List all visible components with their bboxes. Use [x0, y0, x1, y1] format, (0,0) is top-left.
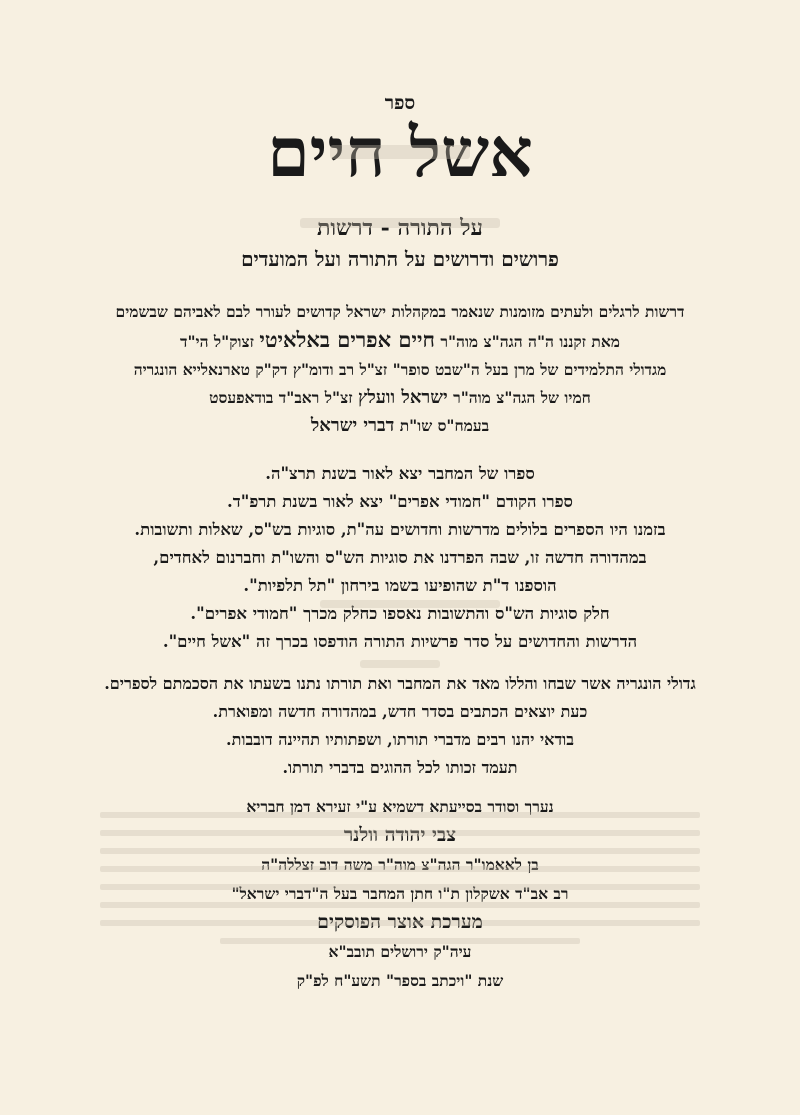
intro-line-4-prefix: חמיו של הגה"צ מוה"ר — [453, 388, 591, 407]
history-line: הדרשות והחדושים על סדר פרשיות התורה הודפסו בכרך זה "אשל חיים". — [162, 632, 638, 651]
publication-place: עיה"ק ירושלים תובב"א — [328, 942, 472, 961]
approbation-line: כעת יוצאים הכתבים בסדר חדש, במהדורה חדשה ומפוארת. — [212, 702, 588, 721]
book-title: אשל חיים — [267, 113, 533, 193]
intro-line-4 — [40, 384, 760, 412]
intro-block — [40, 298, 760, 440]
intro-line-4-suffix: זצ"ל ראב"ד בודאפעסט — [209, 388, 353, 407]
son-in-law-name: ישראל וועלץ — [357, 387, 448, 408]
history-block — [40, 460, 760, 656]
intro-line-5-prefix: בעמח"ס שו"ת — [399, 416, 490, 435]
intro-line-2 — [40, 326, 760, 356]
history-line: ספרו של המחבר יצא לאור בשנת תרצ"ה. — [265, 464, 535, 483]
intro-line-3: מגדולי התלמידים של מרן בעל ה"שבט סופר" זצ"ל רב ודומ"ץ דק"ק טארנאלייא הונגריה — [133, 360, 667, 379]
editor-line-4: רב אב"ד אשקלון ת"ו חתן המחבר בעל ה"דברי ישראל" — [231, 884, 569, 903]
history-line: במהדורה חדשה זו, שבה הפרדנו את סוגיות הש"ס והשו"ת וחברנום לאחדים, — [153, 548, 647, 567]
editor-block — [40, 792, 760, 995]
intro-line-2-suffix: זצוק"ל הי"ד — [179, 332, 254, 351]
subtitle-secondary: פרושים ודרושים על התורה ועל המועדים — [241, 247, 559, 271]
publication-year: שנת "ויכתב בספר" תשע"ח לפ"ק — [296, 971, 504, 990]
author-name: חיים אפרים באלאיטי — [259, 327, 435, 352]
work-name: דברי ישראל — [310, 415, 395, 436]
subtitle-primary: על התורה - דרשות — [316, 215, 484, 241]
editor-line-1: נערך וסודר בסייעתא דשמיא ע"י זעירא דמן חבריא — [246, 797, 554, 816]
approbation-block — [40, 670, 760, 782]
history-line: בזמנו היו הספרים בלולים מדרשות וחדושים עה"ת, סוגיות בש"ס, שאלות ותשובות. — [134, 520, 666, 539]
history-line: חלק סוגיות הש"ס והתשובות נאספו כחלק מכרך "חמודי אפרים". — [190, 604, 610, 623]
approbation-line: בודאי יהנו רבים מדברי תורתו, ושפתותיו תהיינה דובבות. — [226, 730, 574, 749]
sefer-label: ספר — [384, 92, 416, 114]
intro-line-2-prefix: מאת זקננו ה"ה הגה"צ מוה"ר — [440, 332, 620, 351]
approbation-line: תעמד זכותו לכל ההוגים בדברי תורתו. — [282, 758, 518, 777]
publisher-name: מערכת אוצר הפוסקים — [317, 911, 483, 933]
editor-line-3: בן לאאמו"ר הגה"צ מוה"ר משה דוב זצללה"ה — [261, 855, 539, 874]
intro-line-5 — [40, 412, 760, 440]
history-line: ספרו הקודם "חמודי אפרים" יצא לאור בשנת תרפ"ד. — [227, 492, 573, 511]
approbation-line: גדולי הונגריה אשר שבחו והללו מאד את המחבר ואת תורתו נתנו בשעתו את הסכמתם לספרים. — [104, 674, 696, 693]
history-line: הוספנו ד"ת שהופיעו בשמו בירחון "תל תלפיות". — [243, 576, 557, 595]
intro-line-1: דרשות לרגלים ולעתים מזומנות שנאמר במקהלות ישראל קדושים לעורר לבם לאביהם שבשמים — [115, 302, 685, 321]
editor-name: צבי יהודה וולנר — [343, 824, 457, 846]
